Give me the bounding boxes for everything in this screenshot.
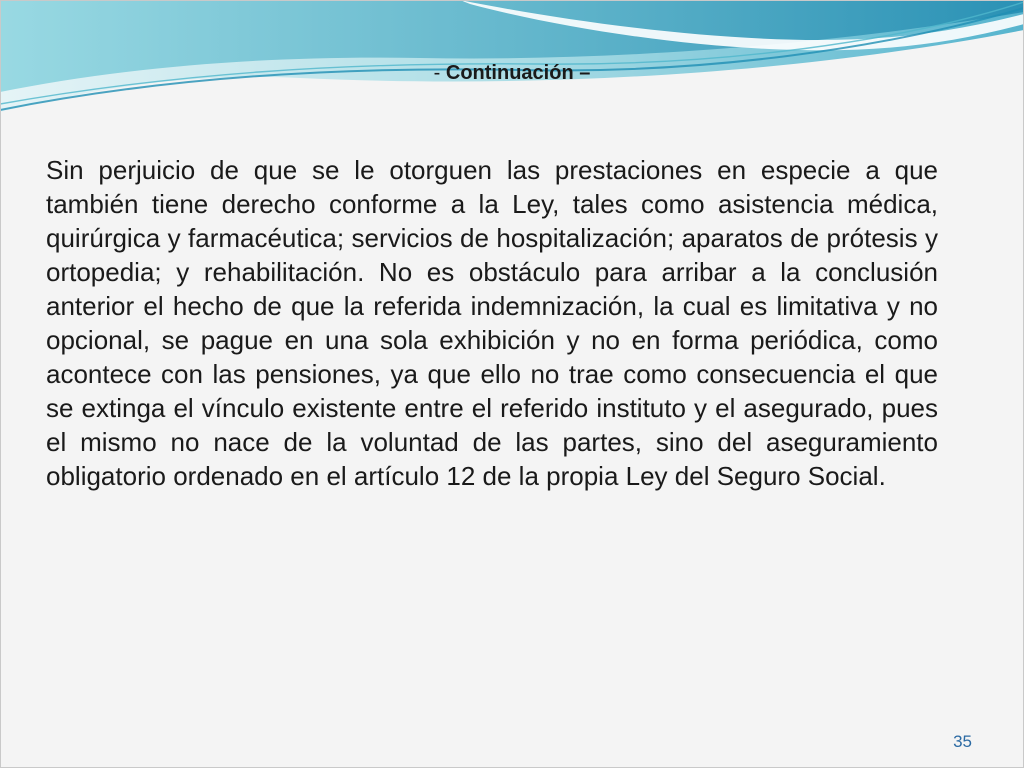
subtitle-prefix: -: [433, 62, 441, 84]
header-wave-decoration: [0, 0, 1024, 120]
page-number: 35: [953, 732, 972, 751]
subtitle-text: Continuación –: [445, 62, 591, 84]
body-paragraph: Sin perjuicio de que se le otorguen las prestaciones en especie a que también tiene derecho conforme a la Ley, tales como asistencia médica, quirúrgica y farmacéutica; servicios de hospitalización; aparatos de prótesis y ortopedia; y rehabilitación. No es obstáculo para arribar a la conclusión anterior el hecho de que la referida indemnización, la cual es limitativa y no opcional, se pague en una sola exhibición y no en forma periódica, como acontece con las pensiones, ya que ello no trae como consecuencia el que se extinga el vínculo existente entre el referido instituto y el asegurado, pues el mismo no nace de la voluntad de las partes, sino del aseguramiento obligatorio ordenado en el artículo 12 de la propia Ley del Seguro Social.: [46, 155, 938, 491]
slide-subtitle: [0, 62, 1024, 85]
